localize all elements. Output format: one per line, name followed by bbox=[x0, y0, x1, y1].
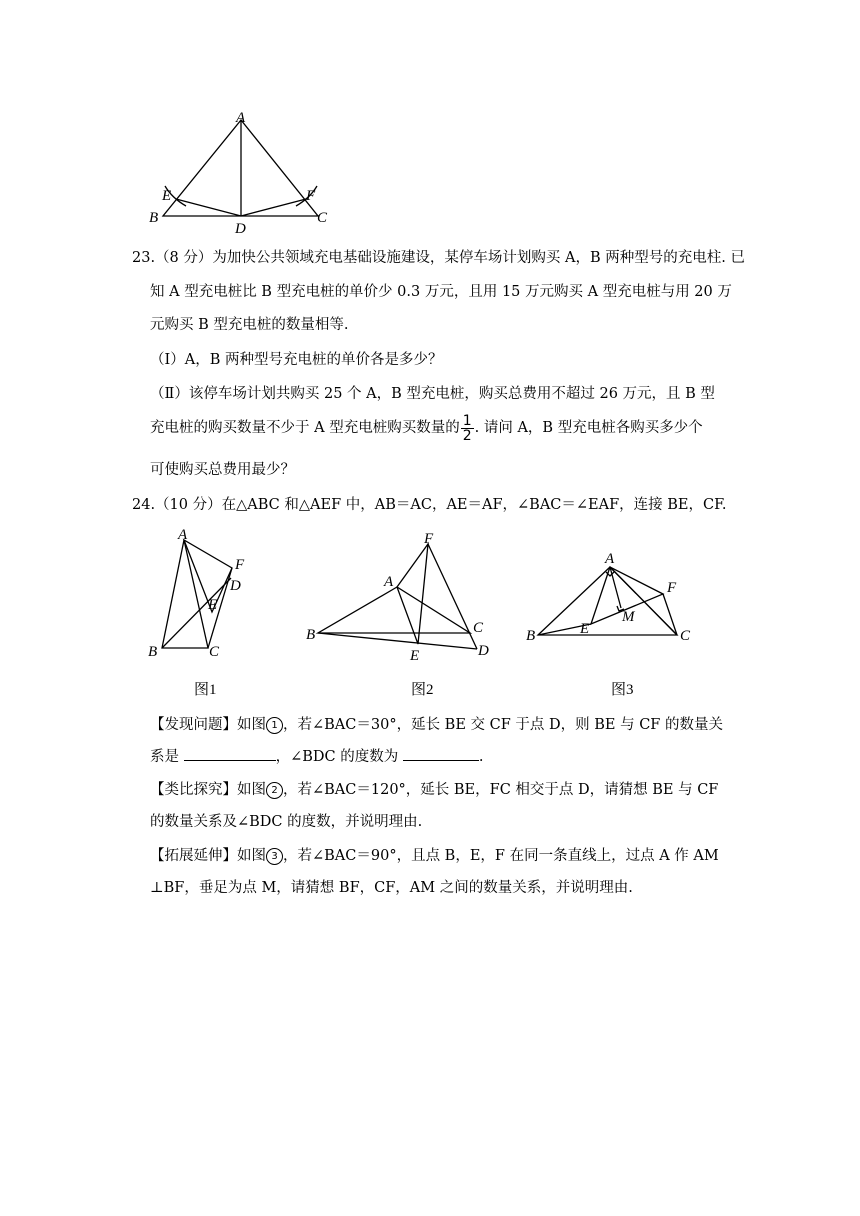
circled-number-3: 3 bbox=[266, 848, 283, 865]
q24-discover-line2-text-c: . bbox=[478, 749, 484, 765]
q24-analogy-text-b: ，若∠BAC＝120°，延长 BE，FC 相交于点 D，请猜想 BE 与 CF bbox=[283, 782, 719, 798]
fig3-caption: 图3 bbox=[611, 682, 634, 698]
figure-top-triangle bbox=[140, 100, 340, 240]
circled-number-2: 2 bbox=[266, 782, 283, 799]
segment-de bbox=[176, 199, 241, 216]
fig2-label-b: B bbox=[306, 627, 316, 643]
q24-discover-text-a: 【发现问题】如图 bbox=[150, 717, 266, 733]
label-c: C bbox=[317, 210, 328, 226]
fig3-segment-cf bbox=[663, 594, 677, 635]
q23-part1: （Ⅰ）A，B 两种型号充电桩的单价各是多少？ bbox=[150, 352, 443, 368]
fig2-caption: 图2 bbox=[411, 682, 434, 698]
label-e: E bbox=[162, 188, 172, 204]
fig2-label-e: E bbox=[410, 648, 420, 664]
q23-line2: 知 A 型充电桩比 B 型充电桩的单价少 0.3 万元，且用 15 万元购买 A 型充电桩与用 20 万 bbox=[150, 284, 732, 300]
fig2-segment-bd bbox=[318, 633, 477, 649]
q24-discover-line1 bbox=[150, 715, 723, 735]
answer-blank-angle[interactable] bbox=[403, 746, 479, 761]
fig2-label-f: F bbox=[424, 531, 434, 547]
segment-df bbox=[241, 199, 306, 216]
fig1-label-b: B bbox=[148, 644, 158, 660]
q23-part2-line2 bbox=[150, 413, 703, 443]
q24-line1: 24.（10 分）在△ABC 和△AEF 中，AB＝AC，AE＝AF，∠BAC＝∠EAF，连接 BE，CF. bbox=[132, 497, 727, 513]
fig3-label-a: A bbox=[605, 551, 615, 567]
fig3-segment-ae-extended bbox=[610, 567, 677, 635]
fraction-numerator: 1 bbox=[462, 412, 472, 429]
fig1-triangle-abc bbox=[162, 540, 208, 648]
fig1-label-d: D bbox=[230, 578, 241, 594]
q24-analogy-text-a: 【类比探究】如图 bbox=[150, 782, 266, 798]
fig2-label-a: A bbox=[384, 574, 394, 590]
q23-part2-line2-text-a: 充电桩的购买数量不少于 A 型充电桩购买数量的 bbox=[150, 420, 460, 436]
fig2-label-c: C bbox=[473, 620, 484, 636]
fig2-triangle-abc bbox=[318, 587, 470, 633]
q24-discover-line2-text-b: ，∠BDC 的度数为 bbox=[275, 749, 403, 765]
fig1-label-f: F bbox=[235, 557, 245, 573]
fig3-label-c: C bbox=[680, 628, 691, 644]
q24-analogy-line2: 的数量关系及∠BDC 的度数，并说明理由. bbox=[150, 814, 423, 830]
fig3-label-m: M bbox=[622, 609, 635, 625]
fig3-triangle-abc bbox=[538, 567, 677, 635]
fig3-label-b: B bbox=[526, 628, 536, 644]
q24-extend-line2: ⊥BF，垂足为点 M，请猜想 BF，CF，AM 之间的数量关系，并说明理由. bbox=[150, 880, 633, 896]
q24-analogy-line1 bbox=[150, 780, 718, 800]
label-b: B bbox=[149, 210, 159, 226]
q24-extend-line1 bbox=[150, 846, 719, 866]
q23-part2-line3: 可使购买总费用最少？ bbox=[150, 462, 295, 478]
q23-part2-line1: （Ⅱ）该停车场计划共购买 25 个 A，B 型充电桩，购买总费用不超过 26 万元，且 B 型 bbox=[150, 386, 715, 402]
fig1-caption: 图1 bbox=[194, 682, 217, 698]
fraction-denominator: 2 bbox=[462, 427, 472, 444]
figure-1 bbox=[140, 522, 260, 667]
label-a: A bbox=[236, 110, 246, 126]
answer-blank-relation[interactable] bbox=[184, 746, 276, 761]
q24-discover-line2-text-a: 系是 bbox=[150, 749, 184, 765]
q24-extend-text-a: 【拓展延伸】如图 bbox=[150, 848, 266, 864]
fig3-label-e: E bbox=[580, 621, 590, 637]
q24-extend-text-b: ，若∠BAC＝90°，且点 B，E，F 在同一条直线上，过点 A 作 AM bbox=[283, 848, 719, 864]
figure-2 bbox=[300, 527, 500, 667]
fig3-label-f: F bbox=[667, 580, 677, 596]
label-f: F bbox=[306, 188, 316, 204]
circled-number-1: 1 bbox=[266, 717, 283, 734]
fig1-label-c: C bbox=[209, 644, 220, 660]
q24-discover-text-b: ，若∠BAC＝30°，延长 BE 交 CF 于点 D，则 BE 与 CF 的数量关 bbox=[283, 717, 723, 733]
figure-3 bbox=[520, 545, 710, 655]
fig1-segment-be bbox=[162, 578, 231, 648]
label-d: D bbox=[235, 221, 246, 237]
fig1-label-e: E bbox=[208, 597, 218, 613]
fraction-one-half bbox=[461, 414, 474, 443]
fig2-label-d: D bbox=[478, 643, 489, 659]
q23-part2-line2-text-b: . 请问 A，B 型充电桩各购买多少个 bbox=[474, 420, 703, 436]
fig1-label-a: A bbox=[178, 527, 188, 543]
fig2-triangle-aef bbox=[397, 544, 428, 644]
q23-line1: 23.（8 分）为加快公共领域充电基础设施建设，某停车场计划购买 A，B 两种型号的充电柱. 已 bbox=[132, 250, 745, 266]
q23-line3: 元购买 B 型充电桩的数量相等. bbox=[150, 317, 349, 333]
q24-discover-line2 bbox=[150, 746, 483, 767]
